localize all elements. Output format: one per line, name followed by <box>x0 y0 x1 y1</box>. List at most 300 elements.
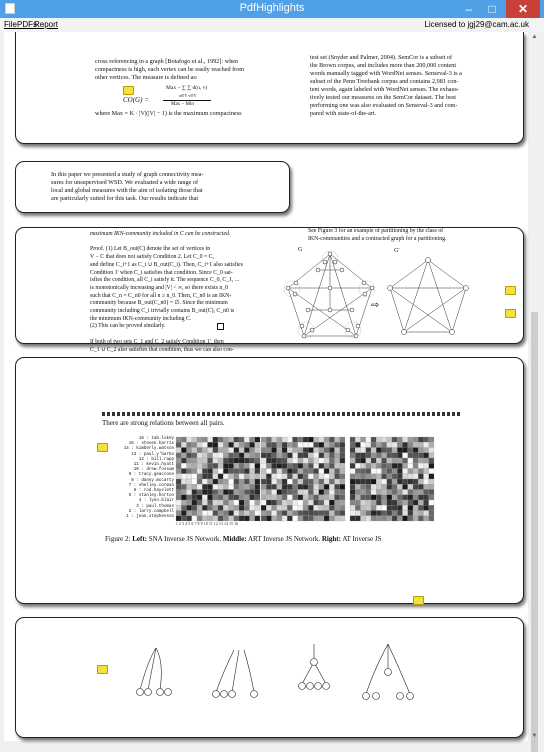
matrix-cell <box>403 453 408 458</box>
matrix-cell <box>387 458 392 463</box>
matrix-cell <box>366 495 371 500</box>
matrix-cell <box>223 505 228 510</box>
matrix-cell <box>244 490 249 495</box>
matrix-cell <box>418 453 423 458</box>
matrix-cell <box>192 505 197 510</box>
matrix-cell <box>329 490 334 495</box>
p1-left-line: compactness is high, each vertex can be easily reached from <box>95 66 245 73</box>
p1-right-line: tively tested our measures on the SemCor dataset. The best <box>310 94 456 101</box>
matrix-cell <box>287 511 292 516</box>
matrix-cell <box>382 479 387 484</box>
p1-formula-after: where Max = K · |V|(|V| − 1) is the maximum compactness <box>95 110 242 117</box>
matrix-cell <box>213 448 218 453</box>
menu-file[interactable]: File <box>4 20 17 29</box>
matrix-cell <box>387 505 392 510</box>
maximize-button[interactable]: □ <box>488 2 496 16</box>
matrix-cell <box>250 479 255 484</box>
matrix-cell <box>314 484 319 489</box>
matrix-cell <box>361 474 366 479</box>
matrix-cell <box>272 511 277 516</box>
minimize-button[interactable]: – <box>465 2 473 16</box>
matrix-cell <box>382 458 387 463</box>
matrix-cell <box>392 511 397 516</box>
matrix-cell <box>266 490 271 495</box>
matrix-cell <box>324 495 329 500</box>
row-label: 8 : danny.mccarty <box>131 478 174 483</box>
matrix-cell <box>319 453 324 458</box>
matrix-cell <box>202 490 207 495</box>
matrix-cell <box>229 453 234 458</box>
matrix-cell <box>282 505 287 510</box>
matrix-cell <box>197 469 202 474</box>
matrix-cell <box>255 453 260 458</box>
matrix-cell <box>314 437 319 442</box>
matrix-cell <box>324 442 329 447</box>
matrix-cell <box>424 442 429 447</box>
matrix-cell <box>181 511 186 516</box>
matrix-cell <box>413 511 418 516</box>
matrix-cell <box>303 463 308 468</box>
matrix-cell <box>197 479 202 484</box>
matrix-cell <box>371 474 376 479</box>
matrix-cell <box>266 474 271 479</box>
matrix-cell <box>361 463 366 468</box>
caption-middle: ART Inverse JS Network. <box>247 535 321 543</box>
p3-right-line: IKN-communities and a contracted graph for a partitioning. <box>308 235 447 242</box>
heatmap-right <box>350 437 434 521</box>
note-icon[interactable] <box>505 286 516 295</box>
matrix-cell <box>350 484 355 489</box>
matrix-cell <box>387 474 392 479</box>
matrix-cell <box>424 463 429 468</box>
matrix-cell <box>223 437 228 442</box>
matrix-cell <box>382 469 387 474</box>
matrix-cell <box>287 490 292 495</box>
matrix-cell <box>261 505 266 510</box>
matrix-cell <box>340 453 345 458</box>
matrix-cell <box>403 500 408 505</box>
matrix-cell <box>329 463 334 468</box>
matrix-cell <box>340 484 345 489</box>
matrix-cell <box>272 474 277 479</box>
matrix-cell <box>408 463 413 468</box>
matrix-cell <box>197 500 202 505</box>
matrix-cell <box>340 505 345 510</box>
matrix-cell <box>250 516 255 521</box>
p1-right-line: tent words, again labeled with WordNet senses. The exhaus- <box>310 86 460 93</box>
matrix-cell <box>397 463 402 468</box>
matrix-cell <box>350 516 355 521</box>
matrix-cell <box>208 511 213 516</box>
matrix-cell <box>424 495 429 500</box>
scroll-thumb[interactable] <box>531 312 538 752</box>
matrix-cell <box>287 495 292 500</box>
matrix-cell <box>418 479 423 484</box>
matrix-cell <box>298 495 303 500</box>
matrix-cell <box>308 453 313 458</box>
matrix-cell <box>176 463 181 468</box>
matrix-cell <box>192 479 197 484</box>
matrix-cell <box>282 484 287 489</box>
vertical-scrollbar[interactable] <box>529 32 540 741</box>
matrix-cell <box>366 458 371 463</box>
p3-left-line: isfies the condition, all C_i satisfy it. The sequence C_0, C_1, ... <box>90 277 240 284</box>
matrix-cell <box>355 437 360 442</box>
matrix-cell <box>319 448 324 453</box>
matrix-cell <box>418 458 423 463</box>
matrix-cell <box>218 495 223 500</box>
matrix-cell <box>324 463 329 468</box>
title-bar <box>0 0 544 18</box>
matrix-cell <box>308 511 313 516</box>
matrix-cell <box>266 479 271 484</box>
matrix-cell <box>181 469 186 474</box>
matrix-cell <box>408 484 413 489</box>
matrix-cell <box>308 448 313 453</box>
matrix-cell <box>223 453 228 458</box>
matrix-cell <box>303 511 308 516</box>
page-card-3[interactable] <box>15 227 524 353</box>
matrix-cell <box>361 490 366 495</box>
matrix-cell <box>382 490 387 495</box>
matrix-cell <box>197 474 202 479</box>
note-icon[interactable] <box>123 86 134 95</box>
matrix-cell <box>223 474 228 479</box>
matrix-cell <box>197 458 202 463</box>
matrix-cell <box>335 495 340 500</box>
matrix-cell <box>229 474 234 479</box>
matrix-cell <box>202 479 207 484</box>
matrix-cell <box>303 490 308 495</box>
note-icon[interactable] <box>505 309 516 318</box>
matrix-cell <box>223 448 228 453</box>
matrix-cell <box>429 442 434 447</box>
matrix-cell <box>234 442 239 447</box>
matrix-cell <box>272 448 277 453</box>
matrix-cell <box>192 490 197 495</box>
matrix-cell <box>229 463 234 468</box>
matrix-cell <box>403 448 408 453</box>
p3-left-line: the minimum IKN-community including C. <box>90 315 192 322</box>
matrix-cell <box>392 442 397 447</box>
matrix-cell <box>303 437 308 442</box>
matrix-cell <box>418 511 423 516</box>
matrix-cell <box>181 437 186 442</box>
matrix-cell <box>335 469 340 474</box>
matrix-cell <box>266 511 271 516</box>
matrix-cell <box>424 474 429 479</box>
matrix-cell <box>229 469 234 474</box>
row-label: 5 : stanley.horton <box>128 494 174 499</box>
matrix-cell <box>229 484 234 489</box>
matrix-cell <box>361 484 366 489</box>
matrix-cell <box>355 453 360 458</box>
matrix-cell <box>403 474 408 479</box>
matrix-cell <box>239 458 244 463</box>
matrix-cell <box>376 463 381 468</box>
matrix-cell <box>192 500 197 505</box>
matrix-cell <box>408 458 413 463</box>
matrix-cell <box>239 463 244 468</box>
matrix-cell <box>355 511 360 516</box>
matrix-cell <box>397 437 402 442</box>
matrix-cell <box>244 495 249 500</box>
matrix-cell <box>213 495 218 500</box>
p1-right-line: words manually tagged with WordNet senses. Senseval-3 is a <box>310 70 462 77</box>
matrix-cell <box>239 469 244 474</box>
matrix-cell <box>197 490 202 495</box>
page-card-1[interactable] <box>15 32 524 144</box>
matrix-cell <box>208 458 213 463</box>
matrix-cell <box>314 490 319 495</box>
matrix-cell <box>382 516 387 521</box>
matrix-cell <box>197 448 202 453</box>
matrix-cell <box>282 490 287 495</box>
matrix-cell <box>376 448 381 453</box>
p3-right-line: See Figure 3 for an example of partitioning by the class of <box>308 228 444 234</box>
note-icon[interactable] <box>413 596 424 605</box>
page-card-2[interactable] <box>15 161 290 213</box>
matrix-cell <box>192 463 197 468</box>
matrix-cell <box>376 495 381 500</box>
matrix-cell <box>255 484 260 489</box>
scroll-down-icon[interactable]: ▼ <box>531 733 538 739</box>
matrix-cell <box>418 474 423 479</box>
matrix-cell <box>308 458 313 463</box>
p4-top-line: There are strong relations between all pairs. <box>102 419 225 427</box>
matrix-cell <box>261 500 266 505</box>
matrix-row-labels <box>108 437 174 520</box>
matrix-cell <box>261 511 266 516</box>
matrix-cell <box>340 442 345 447</box>
matrix-cell <box>392 505 397 510</box>
matrix-cell <box>376 479 381 484</box>
scroll-up-icon[interactable]: ▲ <box>531 34 538 40</box>
matrix-cell <box>340 516 345 521</box>
matrix-cell <box>335 484 340 489</box>
matrix-cell <box>335 516 340 521</box>
matrix-cell <box>382 511 387 516</box>
matrix-cell <box>261 442 266 447</box>
matrix-cell <box>234 516 239 521</box>
matrix-cell <box>250 463 255 468</box>
matrix-cell <box>213 511 218 516</box>
matrix-cell <box>229 442 234 447</box>
matrix-cell <box>202 500 207 505</box>
matrix-cell <box>335 437 340 442</box>
matrix-cell <box>335 458 340 463</box>
matrix-cell <box>208 500 213 505</box>
matrix-cell <box>340 474 345 479</box>
matrix-cell <box>298 448 303 453</box>
matrix-cell <box>234 474 239 479</box>
matrix-cell <box>261 479 266 484</box>
matrix-cell <box>413 453 418 458</box>
matrix-cell <box>250 448 255 453</box>
matrix-cell <box>366 469 371 474</box>
matrix-cell <box>308 479 313 484</box>
matrix-cell <box>335 463 340 468</box>
matrix-cell <box>329 469 334 474</box>
matrix-cell <box>418 442 423 447</box>
matrix-cell <box>340 511 345 516</box>
matrix-cell <box>239 448 244 453</box>
matrix-cell <box>429 453 434 458</box>
row-label: 13 : paul.y'barbo <box>131 452 174 457</box>
matrix-cell <box>424 458 429 463</box>
matrix-cell <box>366 437 371 442</box>
matrix-cell <box>366 448 371 453</box>
matrix-cell <box>429 474 434 479</box>
note-icon[interactable] <box>97 665 108 674</box>
matrix-cell <box>282 458 287 463</box>
close-button[interactable]: ✕ <box>506 0 540 18</box>
matrix-cell <box>223 490 228 495</box>
matrix-cell <box>234 458 239 463</box>
matrix-cell <box>229 495 234 500</box>
matrix-cell <box>408 469 413 474</box>
license-text: Licensed to jgj29@cam.ac.uk <box>424 20 529 29</box>
matrix-cell <box>397 448 402 453</box>
matrix-cell <box>324 448 329 453</box>
pdf-viewport[interactable] <box>4 32 528 741</box>
matrix-cell <box>192 453 197 458</box>
matrix-cell <box>418 469 423 474</box>
matrix-cell <box>293 505 298 510</box>
page-card-4[interactable] <box>15 357 524 604</box>
matrix-cell <box>335 479 340 484</box>
matrix-cell <box>234 505 239 510</box>
matrix-cell <box>272 490 277 495</box>
matrix-cell <box>371 458 376 463</box>
matrix-cell <box>261 474 266 479</box>
note-icon[interactable] <box>97 443 108 452</box>
matrix-cell <box>413 516 418 521</box>
matrix-cell <box>298 484 303 489</box>
matrix-cell <box>287 500 292 505</box>
matrix-cell <box>213 490 218 495</box>
matrix-cell <box>187 437 192 442</box>
matrix-cell <box>234 495 239 500</box>
matrix-cell <box>355 469 360 474</box>
matrix-cell <box>293 448 298 453</box>
matrix-cell <box>293 490 298 495</box>
matrix-cell <box>308 437 313 442</box>
matrix-cell <box>424 448 429 453</box>
matrix-cell <box>413 469 418 474</box>
matrix-cell <box>340 479 345 484</box>
matrix-cell <box>298 458 303 463</box>
matrix-cell <box>340 500 345 505</box>
caption-prefix: Figure 2: <box>105 535 131 543</box>
matrix-cell <box>387 495 392 500</box>
matrix-cell <box>314 458 319 463</box>
matrix-cell <box>324 479 329 484</box>
matrix-cell <box>314 505 319 510</box>
p3-left-line: C_1 ∪ C_2 also satisfies that condition, thus we can also con- <box>90 346 234 353</box>
matrix-cell <box>181 463 186 468</box>
matrix-cell <box>303 469 308 474</box>
matrix-cell <box>293 495 298 500</box>
matrix-cell <box>424 505 429 510</box>
matrix-cell <box>418 516 423 521</box>
matrix-cell <box>403 463 408 468</box>
matrix-cell <box>324 511 329 516</box>
matrix-cell <box>272 500 277 505</box>
matrix-cell <box>403 458 408 463</box>
matrix-cell <box>176 495 181 500</box>
matrix-cell <box>387 442 392 447</box>
matrix-cell <box>403 442 408 447</box>
window-title: PdfHighlights <box>239 2 305 14</box>
matrix-cell <box>244 458 249 463</box>
matrix-cell <box>244 500 249 505</box>
p1-left-text <box>95 58 244 82</box>
matrix-cell <box>408 495 413 500</box>
matrix-cell <box>303 516 308 521</box>
p1-formula-den: Max − Min <box>171 102 194 107</box>
row-label: 3 : paul.thomas <box>136 504 174 509</box>
matrix-cell <box>181 479 186 484</box>
menu-report[interactable]: Report <box>34 20 59 29</box>
menu-pdfs[interactable]: PDFs <box>17 20 37 29</box>
matrix-cell <box>424 500 429 505</box>
matrix-cell <box>366 500 371 505</box>
matrix-cell <box>239 505 244 510</box>
matrix-cell <box>218 484 223 489</box>
matrix-cell <box>413 474 418 479</box>
matrix-cell <box>387 437 392 442</box>
matrix-cell <box>361 437 366 442</box>
matrix-cell <box>234 484 239 489</box>
matrix-cell <box>277 505 282 510</box>
matrix-cell <box>192 516 197 521</box>
matrix-cell <box>197 453 202 458</box>
matrix-cell <box>293 458 298 463</box>
matrix-cell <box>272 453 277 458</box>
matrix-cell <box>329 458 334 463</box>
matrix-cell <box>229 511 234 516</box>
p1-left-line: cross referencing in a graph [Botafogo et al., 1992]: when <box>95 58 239 65</box>
matrix-cell <box>282 448 287 453</box>
matrix-cell <box>272 437 277 442</box>
matrix-cell <box>266 437 271 442</box>
matrix-cell <box>382 505 387 510</box>
page-card-5[interactable] <box>15 617 524 738</box>
matrix-cell <box>244 484 249 489</box>
p1-right-line: pared with state-of-the-art. <box>310 110 377 117</box>
matrix-cell <box>418 448 423 453</box>
matrix-cell <box>192 448 197 453</box>
matrix-cell <box>234 469 239 474</box>
matrix-cell <box>329 505 334 510</box>
matrix-cell <box>255 495 260 500</box>
matrix-cell <box>350 453 355 458</box>
matrix-cell <box>413 500 418 505</box>
matrix-cell <box>176 479 181 484</box>
matrix-cell <box>350 505 355 510</box>
matrix-cell <box>202 437 207 442</box>
matrix-cell <box>314 511 319 516</box>
p3-left-line: If both of two sets C_1 and C_2 satisfy Condition 1', then <box>90 338 224 345</box>
matrix-cell <box>218 500 223 505</box>
matrix-cell <box>314 479 319 484</box>
matrix-cell <box>176 474 181 479</box>
matrix-cell <box>266 516 271 521</box>
matrix-cell <box>350 474 355 479</box>
matrix-cell <box>181 495 186 500</box>
matrix-cell <box>181 458 186 463</box>
